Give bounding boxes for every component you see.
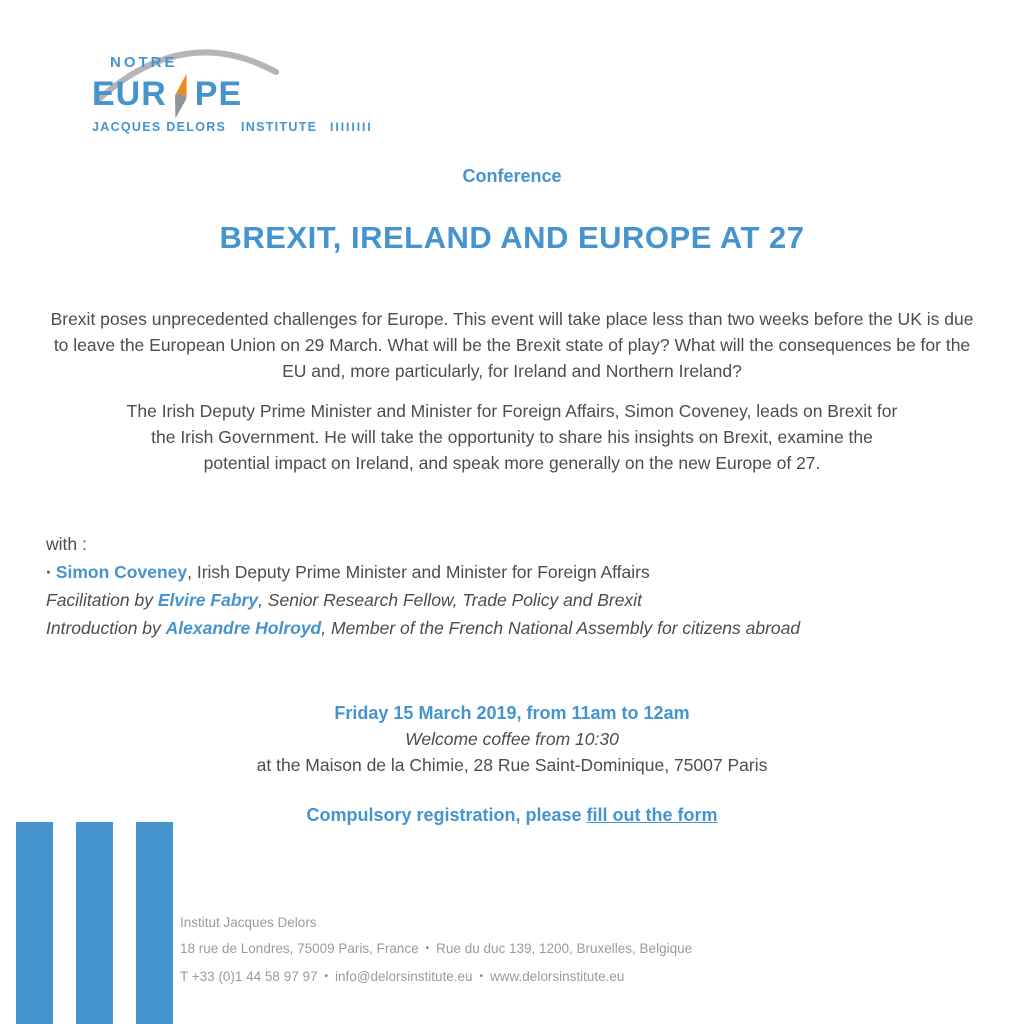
logo-bars-glyph: IIIIIIII	[330, 120, 373, 134]
speaker-line-holroyd	[46, 614, 800, 642]
logo-europe-left: EUR	[92, 75, 167, 113]
logo-notre-text: NOTRE	[110, 54, 178, 71]
registration-prefix: Compulsory registration, please	[306, 805, 587, 825]
footer-address-line	[180, 936, 692, 964]
footer-org-name: Institut Jacques Delors	[180, 915, 317, 930]
speaker-role-coveney: , Irish Deputy Prime Minister and Minister for Foreign Affairs	[187, 562, 650, 582]
welcome-coffee-note: Welcome coffee from 10:30	[405, 729, 619, 749]
speaker-name-fabry: Elvire Fabry	[157, 590, 259, 610]
logo-europe-right: PE	[194, 75, 243, 113]
event-details-section	[0, 700, 1024, 828]
logo-institute-text	[92, 120, 373, 134]
footer-website[interactable]: www.delorsinstitute.eu	[490, 969, 625, 984]
decorative-flag-bars	[16, 822, 173, 1024]
speaker-line-fabry	[46, 586, 800, 614]
footer-email[interactable]: info@delorsinstitute.eu	[335, 969, 473, 984]
logo-institute-line1: JACQUES DELORS	[92, 120, 227, 134]
speaker-name-holroyd: Alexandre Holroyd	[165, 618, 322, 638]
speaker-role-holroyd: , Member of the French National Assembly for citizens abroad	[321, 618, 801, 638]
footer-separator-icon: •	[479, 971, 484, 982]
speaker-name-coveney: Simon Coveney	[55, 562, 188, 582]
event-type-label: Conference	[462, 166, 562, 186]
footer-phone: T +33 (0)1 44 58 97 97	[180, 969, 318, 984]
logo-europe-text	[92, 71, 373, 117]
flag-bar-3	[136, 822, 173, 1024]
footer-separator-icon: •	[425, 943, 430, 954]
introduction-prefix: Introduction by	[46, 618, 166, 638]
footer-separator-icon: •	[324, 971, 328, 982]
with-label: with :	[46, 534, 87, 554]
event-datetime: Friday 15 March 2019, from 11am to 12am	[334, 703, 690, 723]
event-venue: at the Maison de la Chimie, 28 Rue Saint-Dominique, 75007 Paris	[256, 755, 768, 775]
intro-paragraph-1: Brexit poses unprecedented challenges for Europe. This event will take place less than two weeks before the UK is due to leave the European Union on 29 March. What will be the Brexit state of play? What will the consequences be for the EU and, more particularly, for Ireland and Northern Ireland?	[50, 309, 974, 381]
footer-address-paris: 18 rue de Londres, 75009 Paris, France	[180, 941, 419, 956]
flag-bar-1	[16, 822, 53, 1024]
speaker-bullet: ·	[46, 562, 52, 582]
facilitation-prefix: Facilitation by	[46, 590, 158, 610]
speaker-role-fabry: , Senior Research Fellow, Trade Policy and Brexit	[258, 590, 642, 610]
footer-contact-line	[180, 964, 692, 992]
speaker-line-coveney	[46, 558, 800, 586]
footer	[180, 910, 692, 992]
speakers-section	[46, 530, 800, 642]
intro-paragraph-2: The Irish Deputy Prime Minister and Minister for Foreign Affairs, Simon Coveney, leads on Brexit for the Irish Government. He will take the opportunity to share his insights on Brexit, examine the potential impact on Ireland, and speak more generally on the new Europe of 27.	[126, 401, 898, 473]
logo-institute-line2: INSTITUTE	[240, 120, 318, 134]
flag-bar-2	[76, 822, 113, 1024]
page-title: BREXIT, IRELAND AND EUROPE AT 27	[219, 220, 805, 255]
registration-form-link[interactable]: fill out the form	[586, 805, 718, 825]
footer-address-brussels: Rue du duc 139, 1200, Bruxelles, Belgique	[436, 941, 693, 956]
logo	[92, 54, 373, 134]
compass-needle-icon	[163, 71, 199, 122]
